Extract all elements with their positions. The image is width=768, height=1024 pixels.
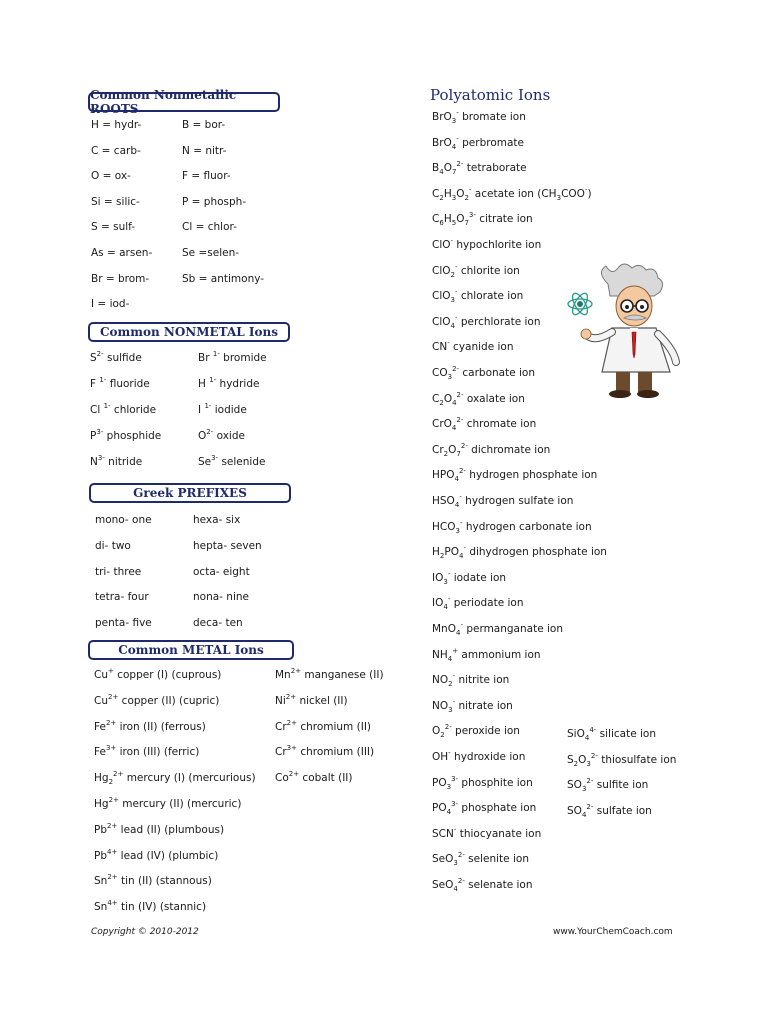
nonmetal-ion: $S^{2-}$ sulfide	[90, 350, 142, 364]
nonmetal-ion: Br $^{1-}$ bromide	[198, 350, 267, 364]
polyatomic-ion: $IO_3^-$ iodate ion	[432, 569, 507, 586]
polyatomic-ion: CrO$_4^{2-}$ chromate ion	[432, 416, 537, 433]
prefix-item: deca- ten	[193, 617, 243, 630]
polyatomic-ion: SCN- thiocyanate ion	[432, 825, 542, 840]
polyatomic-ion: BrO$_3$- bromate ion	[432, 109, 526, 125]
nonmetal-ion: $O^{2-}$ oxide	[198, 428, 245, 442]
metal-ion: $Hg^{2+}$ mercury (II) (mercuric)	[94, 796, 242, 810]
root-item: Cl = chlor-	[182, 221, 237, 234]
metal-ion: $Cr^{2+}$ chromium (II)	[275, 718, 372, 733]
nonmetal-ion: F $^{1-}$ fluoride	[90, 376, 150, 390]
prefix-item: nona- nine	[193, 591, 249, 604]
polyatomic-ion: $S_2O_3^{2-}$ thiosulfate ion	[567, 751, 677, 768]
website-link[interactable]: www.YourChemCoach.com	[553, 927, 673, 937]
root-item: I = iod-	[91, 298, 130, 311]
prefix-item: tetra- four	[95, 591, 149, 604]
polyatomic-ion: $NO_2^-$ nitrite ion	[432, 672, 510, 689]
root-item: As = arsen-	[91, 247, 153, 259]
root-item: Se =selen-	[182, 247, 240, 259]
prefix-item: hexa- six	[193, 514, 241, 526]
root-item: B = bor-	[182, 119, 226, 131]
polyatomic-ion: ClO$_3$- chlorate ion	[432, 288, 524, 305]
metal-ion: $Sn^{4+}$ tin (IV) (stannic)	[94, 899, 207, 914]
polyatomic-ion: $SO_3^{2-}$ sulfite ion	[567, 777, 649, 794]
root-item: S = sulf-	[91, 221, 136, 234]
polyatomic-ion: CN- cyanide ion	[432, 339, 514, 354]
metal-ion: $Fe^{3+}$ iron (III) (ferric)	[94, 744, 200, 759]
prefix-item: tri- three	[95, 565, 142, 578]
polyatomic-ion: $NO_3^-$ nitrate ion	[432, 697, 513, 714]
polyatomic-ion: ClO$_4$- perchlorate ion	[432, 313, 541, 330]
nonmetal-ion: $P^{3-}$ phosphide	[90, 428, 162, 442]
root-item: F = fluor-	[182, 170, 231, 183]
polyatomic-ion: $CO_3^{2-}$ carbonate ion	[432, 365, 536, 381]
root-item: Si = silic-	[91, 195, 140, 208]
nonmetal-ion: $Se^{3-}$ selenide	[198, 454, 266, 468]
polyatomic-ion: $HCO_3^-$ hydrogen carbonate ion	[432, 518, 592, 535]
polyatomic-ion: ClO- hypochlorite ion	[432, 237, 542, 251]
metal-ion: $Fe^{2+}$ iron (II) (ferrous)	[94, 718, 206, 733]
metal-ion: Cu+ copper (I) (cuprous)	[94, 667, 222, 681]
root-item: N = nitr-	[182, 144, 227, 157]
prefix-item: hepta- seven	[193, 539, 262, 552]
polyatomic-ion: $C_2H_3O_2^-$ acetate ion $(CH_3COO^-)$	[432, 185, 592, 202]
polyatomic-ion: BrO$_4$- perbromate	[432, 134, 524, 151]
polyatomic-ion: $B_4O_7^{2-}$ tetraborate	[432, 160, 527, 177]
polyatomic-ion: $PO_4^{3-}$ phosphate ion	[432, 800, 537, 817]
metal-ion: $Cr^{3+}$ chromium (III)	[275, 744, 375, 759]
polyatomic-ion: SeO$_3^{2-}$ selenite ion	[432, 851, 529, 868]
metal-ion: $Cu^{2+}$ copper (II) (cupric)	[94, 692, 220, 707]
nonmetal-ion: Cl $^{1-}$ chloride	[90, 402, 157, 416]
root-item: H = hydr-	[91, 119, 142, 131]
prefix-item: penta- five	[95, 617, 152, 630]
root-item: C = carb-	[91, 144, 141, 157]
metal-ions-title: Common METAL Ions	[88, 640, 294, 660]
polyatomic-ion: MnO$_4$- permanganate ion	[432, 621, 563, 637]
scientist-holding-atom-icon	[566, 262, 696, 402]
polyatomic-ion: $PO_3^{3-}$ phosphite ion	[432, 774, 533, 791]
nonmetal-ions-title: Common NONMETAL Ions	[88, 322, 290, 342]
root-item: Sb = antimony-	[182, 272, 265, 285]
root-item: Br = brom-	[91, 272, 150, 285]
nonmetal-ion: I $^{1-}$ iodide	[198, 402, 247, 416]
metal-ion: $Mn^{2+}$ manganese (II)	[275, 667, 384, 681]
polyatomic-ion: $NH_4^+$ ammonium ion	[432, 646, 541, 663]
polyatomic-ion: $SO_4^{2-}$ sulfate ion	[567, 802, 652, 819]
polyatomic-ion: $H_2PO_4^-$ dihydrogen phosphate ion	[432, 544, 607, 561]
prefix-item: octa- eight	[193, 565, 250, 578]
polyatomic-ion: $C_2O_4^{2-}$ oxalate ion	[432, 390, 525, 407]
metal-ion: $Ni^{2+}$ nickel (II)	[275, 692, 348, 707]
metal-ion: $Pb^{4+}$ lead (IV) (plumbic)	[94, 847, 219, 862]
roots-title: Common Nonmetallic ROOTS	[88, 92, 280, 112]
polyatomic-ion: $HPO_4^{2-}$ hydrogen phosphate ion	[432, 467, 598, 484]
metal-ion: $Hg_2^{2+}$ mercury (I) (mercurious)	[94, 770, 256, 787]
polyatomic-ion: SiO$_4^{4-}$ silicate ion	[567, 726, 656, 742]
prefix-item: mono- one	[95, 514, 152, 526]
root-item: O = ox-	[91, 170, 131, 183]
polyatomic-ion: SeO$_4^{2-}$ selenate ion	[432, 877, 533, 893]
polyatomic-ions-title: Polyatomic Ions	[430, 86, 551, 104]
polyatomic-ion: $C_6H_5O_7^{3-}$ citrate ion	[432, 211, 533, 228]
polyatomic-ion: $O_2^{2-}$ peroxide ion	[432, 723, 520, 740]
prefix-item: di- two	[95, 539, 131, 552]
polyatomic-ion: $HSO_4^-$ hydrogen sulfate ion	[432, 493, 574, 509]
polyatomic-ion: $Cr_2O_7^{2-}$ dichromate ion	[432, 441, 551, 458]
metal-ion: $Pb^{2+}$ lead (II) (plumbous)	[94, 821, 225, 836]
nonmetal-ion: H $^{1-}$ hydride	[198, 376, 260, 390]
metal-ion: $Sn^{2+}$ tin (II) (stannous)	[94, 873, 212, 888]
metal-ion: $Co^{2+}$ cobalt (II)	[275, 770, 353, 785]
polyatomic-ion: $IO_4^-$ periodate ion	[432, 595, 524, 612]
polyatomic-ion: OH- hydroxide ion	[432, 749, 526, 763]
copyright-text: Copyright © 2010-2012	[91, 927, 199, 937]
root-item: P = phosph-	[182, 195, 247, 208]
polyatomic-ion: ClO$_2$- chlorite ion	[432, 262, 520, 279]
nonmetal-ion: $N^{3-}$ nitride	[90, 454, 143, 468]
greek-prefixes-title: Greek PREFIXES	[89, 483, 291, 503]
